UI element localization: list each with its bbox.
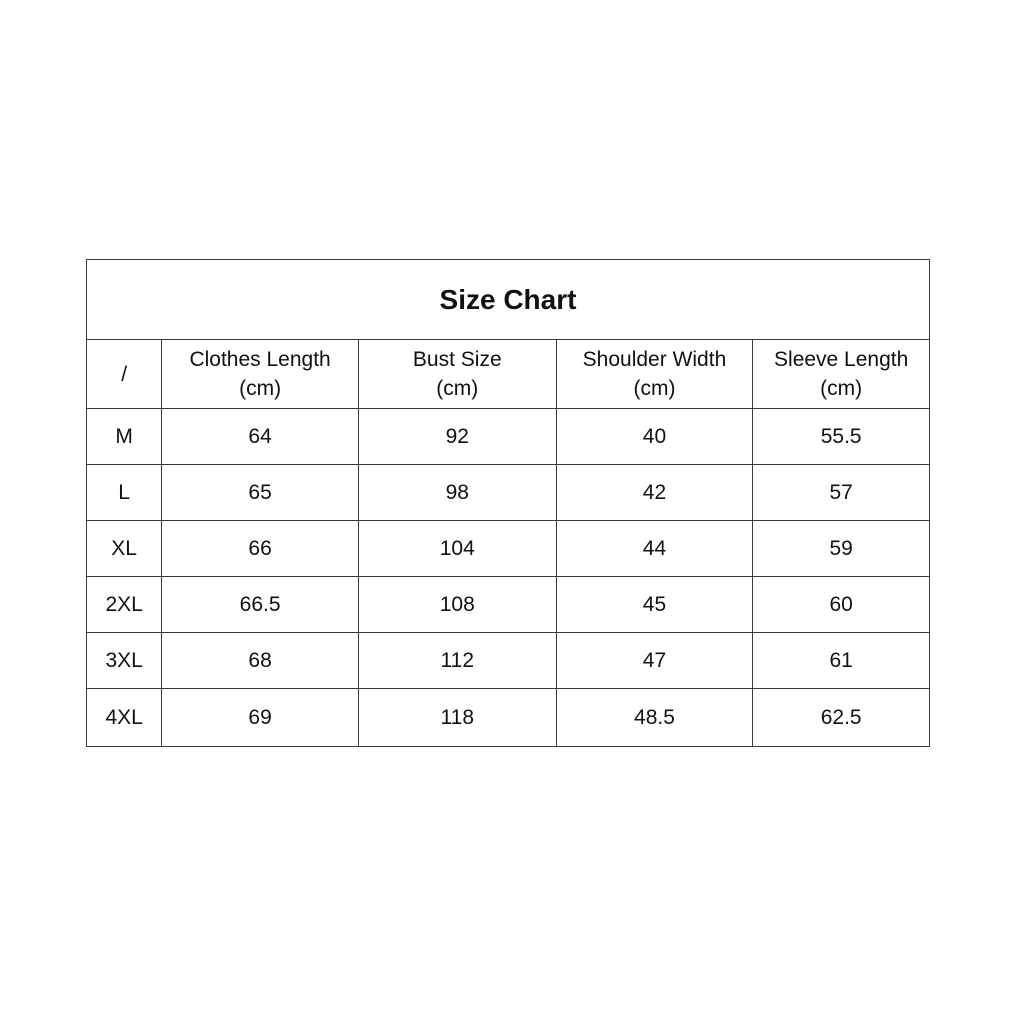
column-header-unit: (cm) (820, 377, 863, 400)
bust-size-value: 112 (358, 633, 556, 689)
table-row (87, 521, 930, 577)
table-row (87, 465, 930, 521)
bust-size-value: 104 (358, 521, 556, 577)
shoulder-width-value: 47 (556, 633, 753, 689)
size-label: XL (87, 521, 162, 577)
column-header-clothes-length (162, 340, 359, 409)
sleeve-length-value: 62.5 (753, 689, 930, 747)
clothes-length-value: 66.5 (162, 577, 359, 633)
size-label: 3XL (87, 633, 162, 689)
header-row (87, 340, 930, 409)
corner-header: / (87, 340, 162, 409)
bust-size-value: 92 (358, 409, 556, 465)
column-header-name: Sleeve Length (774, 348, 909, 371)
table-title: Size Chart (87, 260, 930, 340)
clothes-length-value: 65 (162, 465, 359, 521)
column-header-unit: (cm) (633, 377, 676, 400)
sleeve-length-value: 60 (753, 577, 930, 633)
column-header-bust-size (358, 340, 556, 409)
size-label: L (87, 465, 162, 521)
table-row (87, 689, 930, 747)
column-header-name: Shoulder Width (582, 348, 727, 371)
size-label: M (87, 409, 162, 465)
shoulder-width-value: 44 (556, 521, 753, 577)
sleeve-length-value: 55.5 (753, 409, 930, 465)
bust-size-value: 118 (358, 689, 556, 747)
size-label: 2XL (87, 577, 162, 633)
clothes-length-value: 64 (162, 409, 359, 465)
column-header-sleeve-length (753, 340, 930, 409)
clothes-length-value: 66 (162, 521, 359, 577)
column-header-name: Clothes Length (189, 348, 331, 371)
size-label: 4XL (87, 689, 162, 747)
shoulder-width-value: 42 (556, 465, 753, 521)
size-chart-table (86, 259, 930, 747)
clothes-length-value: 68 (162, 633, 359, 689)
shoulder-width-value: 48.5 (556, 689, 753, 747)
shoulder-width-value: 45 (556, 577, 753, 633)
title-row (87, 260, 930, 340)
bust-size-value: 108 (358, 577, 556, 633)
column-header-shoulder-width (556, 340, 753, 409)
table-row (87, 409, 930, 465)
column-header-unit: (cm) (239, 377, 282, 400)
sleeve-length-value: 57 (753, 465, 930, 521)
bust-size-value: 98 (358, 465, 556, 521)
clothes-length-value: 69 (162, 689, 359, 747)
column-header-name: Bust Size (412, 348, 502, 371)
column-header-unit: (cm) (436, 377, 479, 400)
table-row (87, 633, 930, 689)
sleeve-length-value: 61 (753, 633, 930, 689)
sleeve-length-value: 59 (753, 521, 930, 577)
table-row (87, 577, 930, 633)
shoulder-width-value: 40 (556, 409, 753, 465)
